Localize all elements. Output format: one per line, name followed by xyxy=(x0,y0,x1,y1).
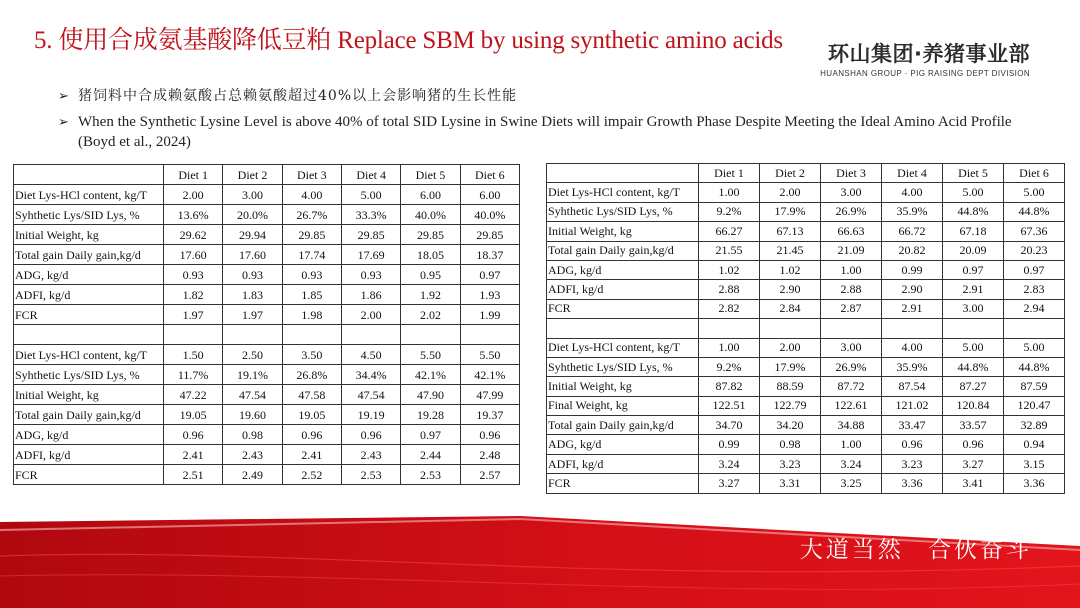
table-row xyxy=(547,183,1065,202)
table-cell: 19.28 xyxy=(401,405,460,425)
table-cell: 1.93 xyxy=(460,285,519,305)
table-row xyxy=(14,325,520,345)
row-label-cell: Initial Weight, kg xyxy=(14,385,164,405)
table-cell: 44.8% xyxy=(1004,357,1065,376)
table-cell: 17.60 xyxy=(223,245,282,265)
table-cell: 42.1% xyxy=(460,365,519,385)
table-cell: 4.00 xyxy=(882,183,943,202)
table-row xyxy=(14,405,520,425)
table-cell: 19.05 xyxy=(282,405,341,425)
table-cell: 88.59 xyxy=(760,377,821,396)
table-cell: 0.97 xyxy=(1004,260,1065,279)
table-cell: 44.8% xyxy=(1004,202,1065,221)
table-cell xyxy=(821,319,882,338)
row-label-cell: Total gain Daily gain,kg/d xyxy=(547,416,699,435)
table-cell: 2.49 xyxy=(223,465,282,485)
table-cell: 47.54 xyxy=(341,385,400,405)
table-cell: 0.97 xyxy=(943,260,1004,279)
table-header-cell xyxy=(14,165,164,185)
table-cell: 4.00 xyxy=(282,185,341,205)
table-header-cell: Diet 3 xyxy=(821,164,882,183)
table-cell: 3.25 xyxy=(821,474,882,493)
table-cell: 47.22 xyxy=(164,385,223,405)
table-cell: 34.88 xyxy=(821,416,882,435)
bullet-list xyxy=(58,86,1048,158)
table-cell: 5.00 xyxy=(943,338,1004,357)
table-row xyxy=(547,474,1065,493)
table-cell: 29.85 xyxy=(282,225,341,245)
table-cell: 2.88 xyxy=(821,280,882,299)
table-cell: 47.58 xyxy=(282,385,341,405)
table-cell: 47.54 xyxy=(223,385,282,405)
table-cell: 40.0% xyxy=(401,205,460,225)
row-label-cell: ADFI, kg/d xyxy=(14,285,164,305)
table-row xyxy=(547,260,1065,279)
left-data-table xyxy=(13,164,520,485)
table-cell: 120.84 xyxy=(943,396,1004,415)
table-cell: 21.45 xyxy=(760,241,821,260)
table-cell: 20.0% xyxy=(223,205,282,225)
table-cell: 0.96 xyxy=(341,425,400,445)
table-header-cell: Diet 4 xyxy=(341,165,400,185)
table-row xyxy=(14,225,520,245)
table-cell: 2.90 xyxy=(760,280,821,299)
table-row xyxy=(547,377,1065,396)
table-cell: 33.3% xyxy=(341,205,400,225)
table-cell: 1.99 xyxy=(460,305,519,325)
table-cell xyxy=(699,319,760,338)
table-cell: 21.09 xyxy=(821,241,882,260)
table-row xyxy=(14,265,520,285)
table-cell: 67.18 xyxy=(943,222,1004,241)
bullet-item-cn xyxy=(58,86,1048,106)
table-cell: 66.63 xyxy=(821,222,882,241)
table-cell: 5.00 xyxy=(943,183,1004,202)
row-label-cell: Initial Weight, kg xyxy=(14,225,164,245)
table-cell: 19.1% xyxy=(223,365,282,385)
table-cell: 3.24 xyxy=(699,454,760,473)
table-cell: 3.00 xyxy=(943,299,1004,318)
table-cell: 3.23 xyxy=(760,454,821,473)
table-row xyxy=(547,338,1065,357)
table-row xyxy=(14,285,520,305)
table-cell: 29.85 xyxy=(341,225,400,245)
table-cell: 0.93 xyxy=(164,265,223,285)
table-row xyxy=(547,435,1065,454)
table-cell: 17.9% xyxy=(760,202,821,221)
table-cell: 3.50 xyxy=(282,345,341,365)
row-label-cell: ADFI, kg/d xyxy=(14,445,164,465)
row-label-cell: ADG, kg/d xyxy=(547,435,699,454)
table-cell: 0.96 xyxy=(460,425,519,445)
table-row xyxy=(14,185,520,205)
table-cell: 0.98 xyxy=(760,435,821,454)
arrow-bullet-icon: ➢ xyxy=(58,114,69,129)
table-cell: 3.36 xyxy=(882,474,943,493)
row-label-cell: Syhthetic Lys/SID Lys, % xyxy=(14,205,164,225)
table-row xyxy=(547,241,1065,260)
table-cell: 0.99 xyxy=(882,260,943,279)
table-header-cell xyxy=(547,164,699,183)
table-row xyxy=(547,202,1065,221)
table-cell xyxy=(760,319,821,338)
table-cell: 87.59 xyxy=(1004,377,1065,396)
table-cell: 35.9% xyxy=(882,357,943,376)
table-cell: 4.00 xyxy=(882,338,943,357)
table-cell: 29.62 xyxy=(164,225,223,245)
table-header-row xyxy=(547,164,1065,183)
table-cell: 18.37 xyxy=(460,245,519,265)
table-cell: 67.13 xyxy=(760,222,821,241)
table-cell xyxy=(164,325,223,345)
table-cell: 19.19 xyxy=(341,405,400,425)
row-label-cell: Diet Lys-HCl content, kg/T xyxy=(14,345,164,365)
table-cell: 2.00 xyxy=(164,185,223,205)
table-cell: 2.00 xyxy=(760,183,821,202)
table-header-cell: Diet 2 xyxy=(223,165,282,185)
row-label-cell: Diet Lys-HCl content, kg/T xyxy=(547,183,699,202)
table-cell: 2.02 xyxy=(401,305,460,325)
table-cell: 3.36 xyxy=(1004,474,1065,493)
table-cell: 1.02 xyxy=(699,260,760,279)
table-row xyxy=(547,319,1065,338)
table-cell: 2.84 xyxy=(760,299,821,318)
row-label-cell: Total gain Daily gain,kg/d xyxy=(14,245,164,265)
table-cell: 11.7% xyxy=(164,365,223,385)
table-cell: 3.23 xyxy=(882,454,943,473)
table-cell: 34.20 xyxy=(760,416,821,435)
table-row xyxy=(14,385,520,405)
table-row xyxy=(14,425,520,445)
table-row xyxy=(547,416,1065,435)
row-label-cell: ADFI, kg/d xyxy=(547,280,699,299)
table-cell: 6.00 xyxy=(401,185,460,205)
table-cell: 26.7% xyxy=(282,205,341,225)
table-cell: 1.97 xyxy=(164,305,223,325)
table-cell: 1.85 xyxy=(282,285,341,305)
table-cell: 17.74 xyxy=(282,245,341,265)
table-cell: 21.55 xyxy=(699,241,760,260)
footer-slogan: 大道当然 合伙奋斗 xyxy=(799,537,1032,563)
table-cell: 2.90 xyxy=(882,280,943,299)
table-cell: 17.60 xyxy=(164,245,223,265)
table-cell: 44.8% xyxy=(943,202,1004,221)
table-cell: 2.52 xyxy=(282,465,341,485)
table-cell: 2.51 xyxy=(164,465,223,485)
row-label-cell: FCR xyxy=(14,305,164,325)
arrow-bullet-icon: ➢ xyxy=(58,88,69,103)
table-cell: 19.60 xyxy=(223,405,282,425)
table-cell: 2.91 xyxy=(943,280,1004,299)
table-cell: 87.27 xyxy=(943,377,1004,396)
table-header-cell: Diet 6 xyxy=(1004,164,1065,183)
table-cell: 66.72 xyxy=(882,222,943,241)
table-row xyxy=(547,280,1065,299)
table-cell xyxy=(223,325,282,345)
table-row xyxy=(14,305,520,325)
table-cell: 0.96 xyxy=(164,425,223,445)
table-cell: 13.6% xyxy=(164,205,223,225)
table-cell: 2.41 xyxy=(282,445,341,465)
table-cell: 87.54 xyxy=(882,377,943,396)
table-cell: 2.53 xyxy=(341,465,400,485)
table-cell: 5.00 xyxy=(1004,183,1065,202)
table-header-cell: Diet 5 xyxy=(943,164,1004,183)
table-cell: 3.27 xyxy=(699,474,760,493)
table-row xyxy=(547,454,1065,473)
table-cell: 66.27 xyxy=(699,222,760,241)
row-label-cell: FCR xyxy=(547,474,699,493)
table-cell: 3.00 xyxy=(821,183,882,202)
brand-name-en: HUANSHAN GROUP · PIG RAISING DEPT DIVISION xyxy=(820,69,1030,78)
table-cell: 26.9% xyxy=(821,357,882,376)
table-cell: 2.91 xyxy=(882,299,943,318)
table-cell: 1.86 xyxy=(341,285,400,305)
table-cell: 122.51 xyxy=(699,396,760,415)
table-cell: 2.00 xyxy=(760,338,821,357)
table-row xyxy=(547,357,1065,376)
table-header-row xyxy=(14,165,520,185)
table-header-cell: Diet 6 xyxy=(460,165,519,185)
table-cell: 26.8% xyxy=(282,365,341,385)
table-header-cell: Diet 4 xyxy=(882,164,943,183)
table-cell: 122.61 xyxy=(821,396,882,415)
table-cell: 18.05 xyxy=(401,245,460,265)
table-cell: 17.69 xyxy=(341,245,400,265)
table-cell: 0.97 xyxy=(401,425,460,445)
brand-logo xyxy=(820,38,1030,78)
table-cell: 3.00 xyxy=(821,338,882,357)
table-cell: 3.31 xyxy=(760,474,821,493)
table-header-cell: Diet 2 xyxy=(760,164,821,183)
table-cell: 2.83 xyxy=(1004,280,1065,299)
table-cell: 3.24 xyxy=(821,454,882,473)
table-cell xyxy=(282,325,341,345)
table-cell: 87.72 xyxy=(821,377,882,396)
table-cell: 5.50 xyxy=(460,345,519,365)
table-cell: 33.57 xyxy=(943,416,1004,435)
row-label-cell: Initial Weight, kg xyxy=(547,222,699,241)
table-cell: 29.85 xyxy=(401,225,460,245)
table-row xyxy=(14,345,520,365)
table-cell: 20.82 xyxy=(882,241,943,260)
table-header-cell: Diet 5 xyxy=(401,165,460,185)
table-cell: 26.9% xyxy=(821,202,882,221)
table-cell: 20.23 xyxy=(1004,241,1065,260)
row-label-cell: Syhthetic Lys/SID Lys, % xyxy=(14,365,164,385)
bullet-text: When the Synthetic Lysine Level is above 40% of total SID Lysine in Swine Diets will impair Growth Phase Despite Meeting the Ideal Amino Acid Profile (Boyd et al., 2024) xyxy=(78,114,1012,150)
row-label-cell: FCR xyxy=(547,299,699,318)
bullet-text: 猪饲料中合成赖氨酸占总赖氨酸超过40%以上会影响猪的生长性能 xyxy=(78,88,518,104)
table-cell xyxy=(341,325,400,345)
table-cell: 0.94 xyxy=(1004,435,1065,454)
table-cell: 47.99 xyxy=(460,385,519,405)
row-label-cell: Diet Lys-HCl content, kg/T xyxy=(547,338,699,357)
table-cell xyxy=(882,319,943,338)
table-cell: 2.43 xyxy=(223,445,282,465)
table-cell: 67.36 xyxy=(1004,222,1065,241)
table-cell: 0.99 xyxy=(699,435,760,454)
table-header-cell: Diet 1 xyxy=(164,165,223,185)
row-label-cell: ADFI, kg/d xyxy=(547,454,699,473)
table-cell xyxy=(401,325,460,345)
table-cell: 1.83 xyxy=(223,285,282,305)
table-cell: 2.43 xyxy=(341,445,400,465)
table-cell: 1.00 xyxy=(821,260,882,279)
table-row xyxy=(547,299,1065,318)
row-label-cell: FCR xyxy=(14,465,164,485)
table-cell: 17.9% xyxy=(760,357,821,376)
table-cell: 35.9% xyxy=(882,202,943,221)
table-cell: 19.37 xyxy=(460,405,519,425)
row-label-cell xyxy=(14,325,164,345)
table-cell xyxy=(460,325,519,345)
table-cell: 2.88 xyxy=(699,280,760,299)
table-cell: 29.85 xyxy=(460,225,519,245)
table-cell: 5.00 xyxy=(1004,338,1065,357)
table-cell: 20.09 xyxy=(943,241,1004,260)
table-cell: 34.70 xyxy=(699,416,760,435)
table-cell: 6.00 xyxy=(460,185,519,205)
row-label-cell: Total gain Daily gain,kg/d xyxy=(547,241,699,260)
row-label-cell: Final Weight, kg xyxy=(547,396,699,415)
table-cell: 3.41 xyxy=(943,474,1004,493)
table-cell: 0.96 xyxy=(882,435,943,454)
table-cell: 2.00 xyxy=(341,305,400,325)
brand-name-cn: 环山集团·养猪事业部 xyxy=(828,42,1030,66)
bullet-item-en xyxy=(58,112,1048,152)
table-row xyxy=(14,465,520,485)
table-cell: 0.98 xyxy=(223,425,282,445)
table-cell: 1.98 xyxy=(282,305,341,325)
table-cell: 0.95 xyxy=(401,265,460,285)
table-row xyxy=(14,245,520,265)
table-cell: 1.92 xyxy=(401,285,460,305)
table-cell: 2.82 xyxy=(699,299,760,318)
table-cell: 3.00 xyxy=(223,185,282,205)
table-cell: 1.00 xyxy=(821,435,882,454)
table-cell: 47.90 xyxy=(401,385,460,405)
row-label-cell: ADG, kg/d xyxy=(547,260,699,279)
slide-title: 5. 使用合成氨基酸降低豆粕 Replace SBM by using synthetic amino acids xyxy=(34,27,783,54)
table-cell: 9.2% xyxy=(699,357,760,376)
table-cell xyxy=(1004,319,1065,338)
table-cell: 34.4% xyxy=(341,365,400,385)
row-label-cell: Syhthetic Lys/SID Lys, % xyxy=(547,357,699,376)
table-cell: 120.47 xyxy=(1004,396,1065,415)
table-cell: 2.41 xyxy=(164,445,223,465)
table-cell: 33.47 xyxy=(882,416,943,435)
table-cell: 0.97 xyxy=(460,265,519,285)
table-header-cell: Diet 3 xyxy=(282,165,341,185)
table-cell: 2.53 xyxy=(401,465,460,485)
table-cell: 122.79 xyxy=(760,396,821,415)
table-cell: 2.57 xyxy=(460,465,519,485)
table-cell: 4.50 xyxy=(341,345,400,365)
table-cell: 1.02 xyxy=(760,260,821,279)
table-cell: 1.82 xyxy=(164,285,223,305)
table-cell: 1.00 xyxy=(699,338,760,357)
table-cell: 2.94 xyxy=(1004,299,1065,318)
right-data-table xyxy=(546,163,1065,494)
table-cell: 0.96 xyxy=(943,435,1004,454)
table-cell: 5.50 xyxy=(401,345,460,365)
table-row xyxy=(14,445,520,465)
table-cell: 19.05 xyxy=(164,405,223,425)
table-cell: 2.48 xyxy=(460,445,519,465)
table-cell: 87.82 xyxy=(699,377,760,396)
row-label-cell xyxy=(547,319,699,338)
table-cell: 1.97 xyxy=(223,305,282,325)
table-cell: 2.87 xyxy=(821,299,882,318)
table-row xyxy=(14,205,520,225)
table-row xyxy=(14,365,520,385)
table-cell: 40.0% xyxy=(460,205,519,225)
table-row xyxy=(547,396,1065,415)
table-row xyxy=(547,222,1065,241)
table-cell: 0.93 xyxy=(223,265,282,285)
table-cell: 0.93 xyxy=(341,265,400,285)
table-cell: 0.93 xyxy=(282,265,341,285)
table-cell xyxy=(943,319,1004,338)
table-cell: 5.00 xyxy=(341,185,400,205)
table-cell: 3.27 xyxy=(943,454,1004,473)
row-label-cell: ADG, kg/d xyxy=(14,425,164,445)
table-cell: 42.1% xyxy=(401,365,460,385)
table-cell: 32.89 xyxy=(1004,416,1065,435)
row-label-cell: ADG, kg/d xyxy=(14,265,164,285)
table-cell: 0.96 xyxy=(282,425,341,445)
table-cell: 2.44 xyxy=(401,445,460,465)
row-label-cell: Syhthetic Lys/SID Lys, % xyxy=(547,202,699,221)
table-header-cell: Diet 1 xyxy=(699,164,760,183)
table-cell: 1.50 xyxy=(164,345,223,365)
row-label-cell: Total gain Daily gain,kg/d xyxy=(14,405,164,425)
row-label-cell: Initial Weight, kg xyxy=(547,377,699,396)
table-cell: 44.8% xyxy=(943,357,1004,376)
table-cell: 29.94 xyxy=(223,225,282,245)
row-label-cell: Diet Lys-HCl content, kg/T xyxy=(14,185,164,205)
table-cell: 9.2% xyxy=(699,202,760,221)
table-cell: 1.00 xyxy=(699,183,760,202)
table-cell: 3.15 xyxy=(1004,454,1065,473)
table-cell: 121.02 xyxy=(882,396,943,415)
table-cell: 2.50 xyxy=(223,345,282,365)
